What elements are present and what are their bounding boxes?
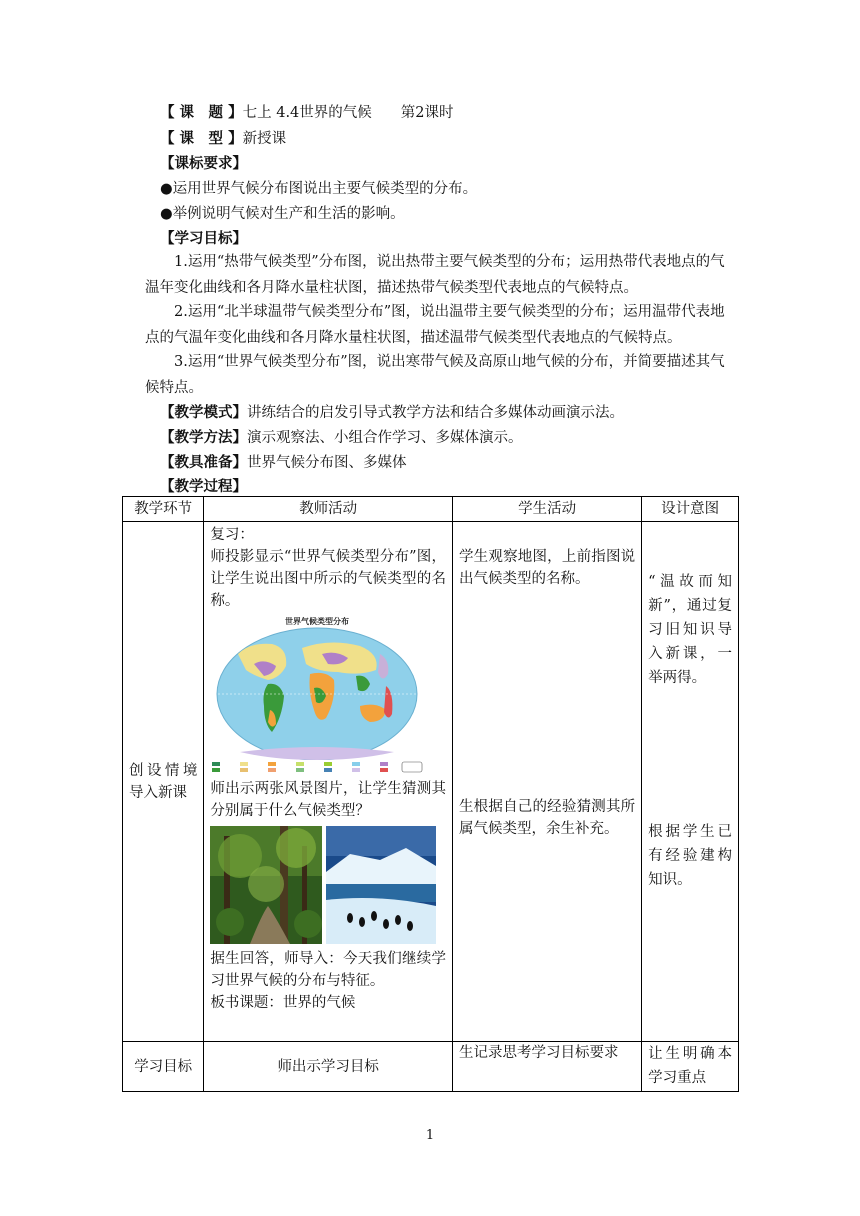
header-intent: 设计意图 bbox=[642, 497, 739, 522]
type-label: 【 课 型 】 bbox=[160, 130, 243, 147]
stage-cell bbox=[123, 522, 204, 1042]
header-stage: 教学环节 bbox=[123, 497, 204, 522]
type-line bbox=[160, 129, 286, 149]
mode-value: 讲练结合的启发引导式教学方法和结合多媒体动画演示法。 bbox=[247, 405, 624, 421]
teacher-cell bbox=[204, 522, 453, 1042]
stage-text: 创设情境导入新课 bbox=[129, 762, 198, 801]
objective-1: 1.运用“热带气候类型”分布图，说出热带主要气候类型的分布；运用热带代表地点的气温年变化曲线和各月降水量柱状图，描述热带气候类型代表地点的气候特点。 bbox=[145, 254, 725, 296]
world-climate-map bbox=[210, 614, 424, 774]
stage-cell-2: 学习目标 bbox=[123, 1042, 204, 1092]
header-teacher: 教师活动 bbox=[204, 497, 453, 522]
topic-line bbox=[160, 103, 454, 123]
student-cell-2: 生记录思考学习目标要求 bbox=[452, 1042, 641, 1092]
curriculum-heading: 【课标要求】 bbox=[160, 155, 247, 172]
world-climate-map-graphic bbox=[210, 614, 424, 774]
table-row bbox=[123, 1042, 739, 1092]
intent-cell bbox=[642, 522, 739, 1042]
topic-value: 七上 4.4世界的气候 第2课时 bbox=[242, 105, 454, 121]
curriculum-item-2: ●举例说明气候对生产和生活的影响。 bbox=[160, 206, 405, 222]
header-student: 学生活动 bbox=[452, 497, 641, 522]
page-number: 1 bbox=[425, 1128, 435, 1143]
teacher-text-3: 据生回答，师导入：今天我们继续学习世界气候的分布与特征。 板书课题：世界的气候 bbox=[210, 951, 446, 1011]
teacher-text-1: 复习： 师投影显示“世界气候类型分布”图，让学生说出图中所示的气候类型的名称。 bbox=[210, 527, 446, 609]
intent-text-2: 根据学生已有经验建构知识。 bbox=[648, 824, 732, 888]
rainforest-photo bbox=[210, 826, 322, 944]
map-title: 世界气候类型分布 bbox=[285, 617, 350, 626]
method-line bbox=[160, 428, 523, 448]
prep-label: 【教具准备】 bbox=[160, 454, 247, 471]
table-header-row bbox=[123, 497, 739, 522]
mode-label: 【教学模式】 bbox=[160, 404, 247, 421]
method-value: 演示观察法、小组合作学习、多媒体演示。 bbox=[247, 430, 523, 446]
teacher-cell-2: 师出示学习目标 bbox=[204, 1042, 453, 1092]
process-heading: 【教学过程】 bbox=[160, 478, 247, 495]
curriculum-item-1: ●运用世界气候分布图说出主要气候类型的分布。 bbox=[160, 181, 478, 197]
scenery-photos bbox=[210, 826, 436, 946]
intent-cell-2: 让生明确本学习重点 bbox=[642, 1042, 739, 1092]
student-text-2: 生根据自己的经验猜测其所属气候类型，余生补充。 bbox=[458, 799, 636, 837]
teacher-text-2: 师出示两张风景图片，让学生猜测其分别属于什么气候类型？ bbox=[210, 781, 446, 819]
prep-line bbox=[160, 453, 407, 473]
polar-photo bbox=[326, 826, 436, 944]
scenery-photos-graphic bbox=[210, 826, 436, 946]
student-cell bbox=[452, 522, 641, 1042]
objective-2: 2.运用“北半球温带气候类型分布”图，说出温带主要气候类型的分布；运用温带代表地点的气温年变化曲线和各月降水量柱状图，描述温带气候类型代表地点的气候特点。 bbox=[145, 304, 725, 346]
student-text-1: 学生观察地图，上前指图说出气候类型的名称。 bbox=[458, 549, 636, 587]
type-value: 新授课 bbox=[242, 131, 287, 147]
prep-value: 世界气候分布图、多媒体 bbox=[247, 455, 407, 471]
method-label: 【教学方法】 bbox=[160, 429, 247, 446]
process-table bbox=[122, 496, 739, 1092]
objectives-heading: 【学习目标】 bbox=[160, 230, 247, 247]
topic-label: 【 课 题 】 bbox=[160, 104, 243, 121]
intent-text-1: “温故而知新”，通过复习旧知识导入新课，一举两得。 bbox=[648, 574, 732, 686]
objective-3: 3.运用“世界气候类型分布”图，说出寒带气候及高原山地气候的分布，并简要描述其气候特点。 bbox=[145, 354, 725, 396]
table-row bbox=[123, 522, 739, 1042]
mode-line bbox=[160, 403, 624, 423]
